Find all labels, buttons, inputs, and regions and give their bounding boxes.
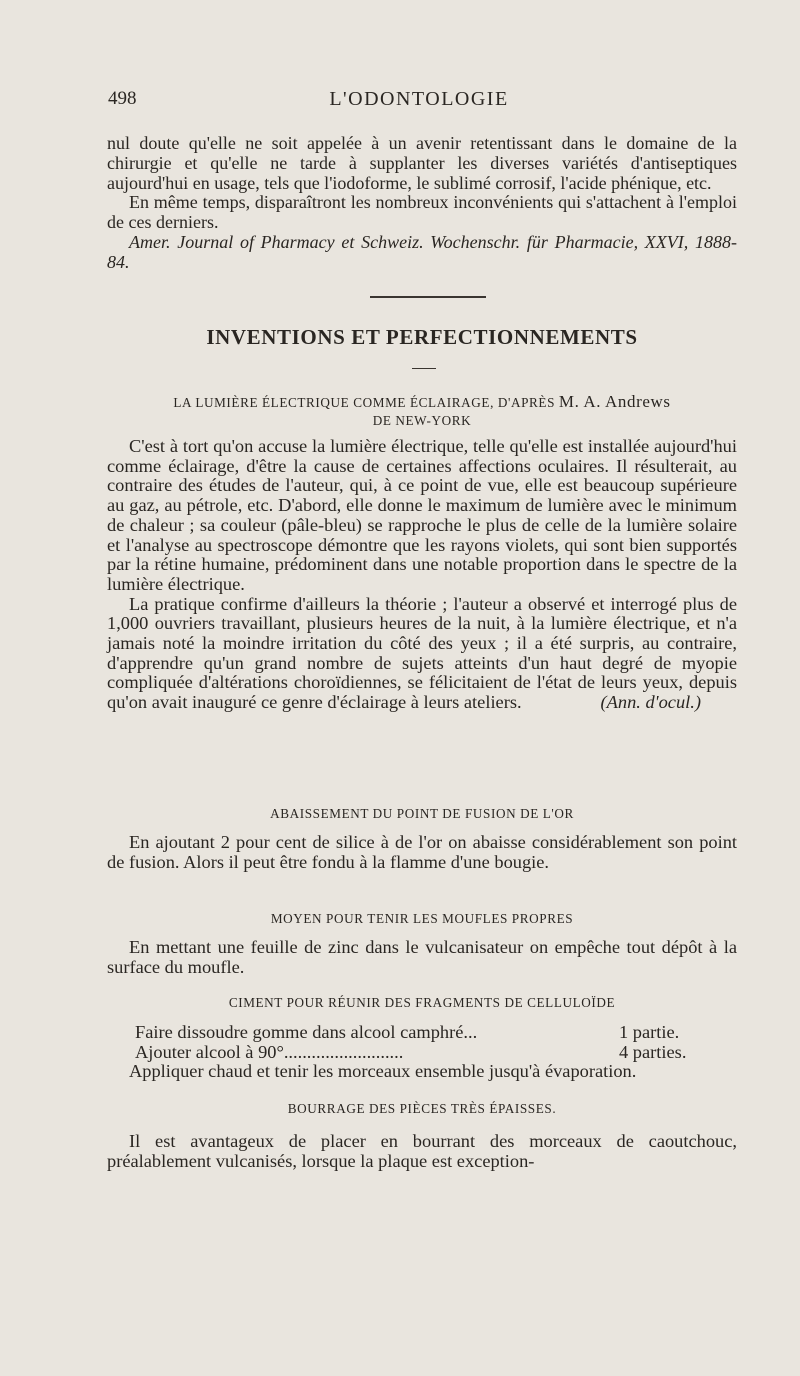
section-divider xyxy=(370,296,486,298)
article1-heading-author: M. A. Andrews xyxy=(558,392,671,411)
article5-body xyxy=(107,1132,737,1171)
recipe-ingredient: Ajouter alcool à 90°.......................... xyxy=(135,1042,404,1062)
intro-paragraph-2: En même temps, disparaîtront les nombreux inconvénients qui s'attachent à l'emploi de ces derniers. xyxy=(107,192,737,233)
article1-heading-a: LA LUMIÈRE ÉLECTRIQUE COMME ÉCLAIRAGE, D'APRÈS xyxy=(173,395,559,410)
recipe-quantity: 4 parties. xyxy=(619,1042,687,1062)
recipe-quantity: 1 partie. xyxy=(619,1022,680,1042)
article5-paragraph-1: Il est avantageux de placer en bourrant des morceaux de caoutchouc, préalablement vulcanisés, lorsque la plaque est exception- xyxy=(107,1131,737,1171)
running-head xyxy=(108,88,730,114)
journal-title: L'ODONTOLOGIE xyxy=(329,88,509,110)
article2-body xyxy=(107,833,737,872)
article1-paragraph-2 xyxy=(107,595,737,713)
article4-recipe xyxy=(107,1022,737,1062)
page-number: 498 xyxy=(108,88,137,109)
article3-body xyxy=(107,938,737,977)
article1-heading-b: DE NEW-YORK xyxy=(372,413,472,428)
article1-paragraph-1: C'est à tort qu'on accuse la lumière électrique, telle qu'elle est installée aujourd'hui comme éclairage, d'être la cause de certaines affections oculaires. Il résulterait, au contraire des études de l'auteur, qui, à ce point de vue, elle est beaucoup supérieure au gaz, au pétrole, etc. D'abord, elle donne le maximum de lumière avec le minimum de chaleur ; sa couleur (pâle-bleu) se rapproche le plus de celle de la lumière solaire et l'analyse au spectroscope démontre que les rayons violets, qui sont bien supportés par la rétine humaine, prédominent dans une notable proportion dans le spectre de la lumière électrique. xyxy=(107,436,737,594)
article1-source: (Ann. d'ocul.) xyxy=(600,692,701,713)
intro-text xyxy=(107,134,737,273)
article3-paragraph-1: En mettant une feuille de zinc dans le vulcanisateur on empêche tout dépôt à la surface du moufle. xyxy=(107,937,737,977)
article4-heading: CIMENT POUR RÉUNIR DES FRAGMENTS DE CELLULOÏDE xyxy=(228,995,616,1010)
intro-source-text: Amer. Journal of Pharmacy et Schweiz. Wochenschr. für Pharmacie, XXVI, 1888-84. xyxy=(107,231,737,272)
article4-body xyxy=(107,1062,737,1082)
recipe-row xyxy=(107,1022,737,1042)
article1-body xyxy=(107,437,737,713)
article2-paragraph-1: En ajoutant 2 pour cent de silice à de l'or on abaisse considérablement son point de fusion. Alors il peut être fondu à la flamme d'une bougie. xyxy=(107,832,737,872)
article3-heading: MOYEN POUR TENIR LES MOUFLES PROPRES xyxy=(270,911,574,926)
section-title: INVENTIONS ET PERFECTIONNEMENTS xyxy=(206,325,638,349)
article5-heading: BOURRAGE DES PIÈCES TRÈS ÉPAISSES. xyxy=(287,1101,557,1116)
article2-heading: ABAISSEMENT DU POINT DE FUSION DE L'OR xyxy=(270,806,574,821)
article1-paragraph-2-text: La pratique confirme d'ailleurs la théorie ; l'auteur a observé et interrogé plus de 1,000 ouvriers travaillant, plusieurs heures de la nuit, à la lumière électrique, et n'a jamais noté la moindre irritation du côté des yeux ; il a été surpris, au contraire, d'apprendre qu'un grand nombre de sujets atteints d'un haut degré de myopie compliquée d'altérations choroïdiennes, se félicitaient de l'état de leurs yeux, depuis qu'on avait inauguré ce genre d'éclairage à leurs ateliers. xyxy=(107,593,737,713)
title-rule xyxy=(412,368,436,369)
intro-source xyxy=(107,233,737,273)
article1-heading xyxy=(107,393,737,430)
article4-paragraph-1: Appliquer chaud et tenir les morceaux ensemble jusqu'à évaporation. xyxy=(129,1061,637,1081)
recipe-row xyxy=(107,1042,737,1062)
recipe-ingredient: Faire dissoudre gomme dans alcool camphré... xyxy=(135,1022,478,1042)
intro-paragraph-1: nul doute qu'elle ne soit appelée à un avenir retentissant dans le domaine de la chirurgie et qu'elle ne tarde à supplanter les diverses variétés d'antiseptiques aujourd'hui en usage, tels que l'iodoforme, le sublimé corrosif, l'acide phénique, etc. xyxy=(107,133,737,193)
